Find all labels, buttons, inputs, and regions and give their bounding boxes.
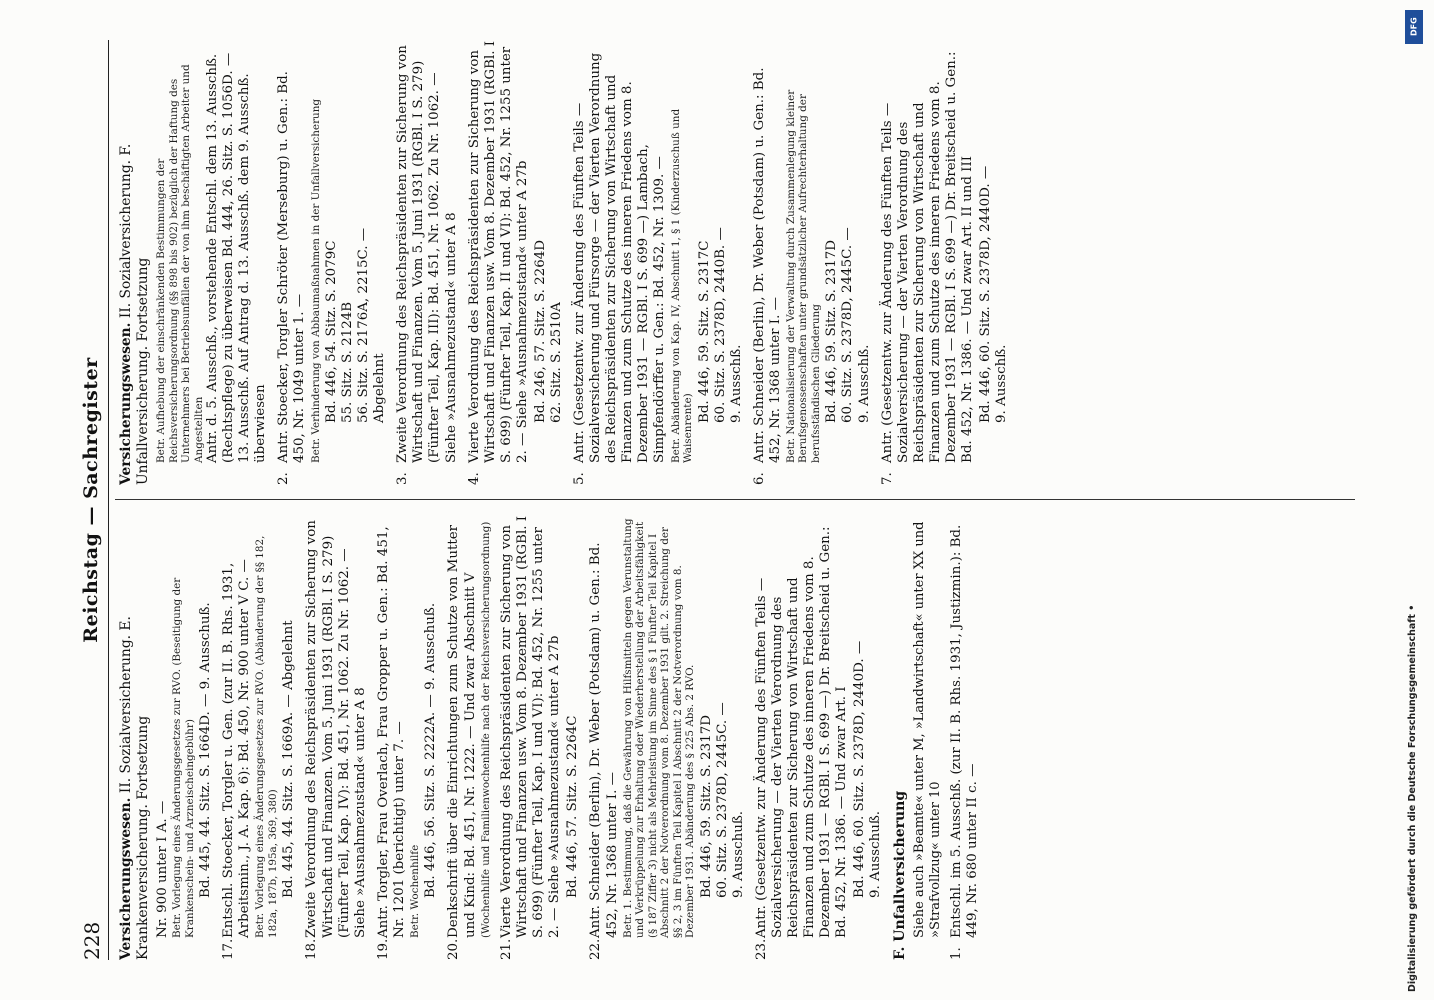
reference-line: Bd. 446, 57. Sitz. S. 2264C [565, 715, 581, 898]
index-entry [588, 515, 746, 960]
reference-line: 9. Ausschß. [994, 344, 1010, 423]
continuation-refs [198, 515, 214, 938]
entry-references [699, 515, 747, 938]
heading-subject: II. Sozialversicherung. F. Unfallversicherung. Fortsetzung [118, 143, 151, 485]
reference-line: Bd. 446, 59. Sitz. S. 2317C [696, 240, 712, 423]
running-title: Reichstag — Sachregister [80, 357, 102, 643]
see-also-note: Siehe auch »Beamte« unter M, »Landwirtschaft« unter XX und »Strafvollzug« unter 10 [912, 521, 943, 938]
right-column [118, 40, 1348, 485]
continuation-text: Antr. d. 5. Ausschß., vorstehende Entschl. dem 13. Ausschß. (Rechtspflege) zu überweisen Bd. 444, 26. Sitz. S. 1056D. — 13. Ausschß. Auf Antrag d. 13. Ausschß. dem 9. Ausschß. überwiesen [205, 52, 269, 463]
reference-line: 60. Sitz. S. 2378D, 2440B. — [712, 227, 728, 423]
running-head [78, 40, 109, 960]
entry-references [324, 40, 388, 463]
entry-number: 21. [499, 938, 515, 960]
index-entry [446, 515, 492, 960]
continuation-text: Nr. 900 unter I A. — [155, 800, 171, 938]
reference-line: 55. Sitz. S. 2124B [340, 301, 356, 423]
entry-references [824, 40, 872, 463]
entry-text: Antr. Schneider (Berlin), Dr. Weber (Potsdam) u. Gen.: Bd. 452, Nr. 1368 unter I. — [751, 67, 783, 463]
entry-note: (Wochenhilfe und Familienwochenhilfe nach der Reichsversicherungsordnung) [479, 521, 492, 938]
entry-text: Antr. Stoecker, Torgler Schröter (Merseburg) u. Gen.: Bd. 450, Nr. 1049 unter 1. — [276, 71, 308, 463]
index-entry [376, 515, 440, 960]
entry-references [697, 40, 745, 463]
reference-line: Bd. 446, 59. Sitz. S. 2317D [824, 240, 840, 423]
heading-keyword: Versicherungswesen. [118, 797, 134, 960]
entry-text: Entschl. im 5. Ausschß. (zur II. B. Rhs. 1931, Justizmin.): Bd. 449, Nr. 680 unter II c. — [949, 524, 981, 938]
reference-line: Bd. 446, 60. Sitz. S. 2378D, 2440D. — [852, 640, 868, 898]
entry-text: Vierte Verordnung des Reichspräsidenten zur Sicherung von Wirtschaft und Finanzen usw. Vom 8. Dezember 1931 (RGBl. I S. 699) (Fünfter Teil, Kap. II und VI): Bd. 452, Nr. 1255 unter 2. — Siehe »Ausnahmezustand« unter A 27b [466, 40, 530, 463]
entry-text: Entschl. Stoecker, Torgler u. Gen. (zur II. B. Rhs. 1931, Arbeitsmin., J. A. Kap. 6): Bd. 450, Nr. 900 unter V C. — [221, 559, 253, 938]
reference-line: Bd. 446, 54. Sitz. S. 2079C [323, 240, 339, 423]
index-entry [880, 40, 1011, 485]
entry-text: Denkschrift über die Einrichtungen zum Schutze von Mutter und Kind: Bd. 451, Nr. 1222. — Und zwar Abschnitt V [446, 524, 478, 938]
continuation-block [155, 515, 214, 960]
entry-number: 4. [466, 472, 482, 485]
reference-line: 60. Sitz. S. 2378D, 2445C. — [840, 227, 856, 423]
reference-line: Bd. 446, 56. Sitz. S. 2222A. — 9. Ausschuß. [423, 602, 439, 898]
entry-text: Zweite Verordnung des Reichspräsidenten zur Sicherung von Wirtschaft und Finanzen. Vom 5. Juni 1931 (RGBl. I S. 279) (Fünfter Teil, Kap. III): Bd. 451, Nr. 1062. Zu Nr. 1062. — Siehe »Ausnahmezustand« unter A 8 [395, 45, 459, 463]
right-column-heading [118, 40, 151, 485]
index-entry [499, 515, 581, 960]
entry-note: Betr. Abänderung von Kap. IV, Abschnitt 1, § 1 (Kinderzuschuß und Waisenrente) [669, 108, 695, 463]
entry-number: 20. [446, 938, 462, 960]
entry-note: Betr. Wochenhilfe [408, 844, 421, 938]
reference-line: 9. Ausschß. [728, 344, 744, 423]
left-entries [221, 515, 884, 960]
index-entry [752, 40, 873, 485]
entry-references [281, 515, 297, 938]
entry-number: 1. [949, 947, 965, 960]
entry-text: Antr. (Gesetzentw. zur Änderung des Fünften Teils — Sozialversicherung — der Vierten Verordnung des Reichspräsidenten zur Sicherung von Wirtschaft und Finanzen und zum Schutze des inneren Friedens vom 8. Dezember 1931 — RGBl. I S. 699 —) Dr. Breitscheid u. Gen.: Bd. 452, Nr. 1386. — Und zwar Art. I [753, 526, 850, 938]
section-heading-f: F. Unfallversicherung [892, 790, 909, 960]
entry-number: 7. [879, 472, 895, 485]
continuation-note: Betr. Aufhebung der einschränkenden Bestimmungen der Reichsversicherungsordnung (§§ 898 bis 902) bezüglich der Haftung des Unternehmers bei Betriebsunfällen der von ihm beschäftigten Arbeiter und Angestellten [155, 64, 205, 463]
left-column-heading [118, 515, 151, 960]
entry-number: 17. [221, 938, 237, 960]
entry-number: 19. [375, 938, 391, 960]
digitization-credit-strip [1403, 8, 1425, 992]
entry-number: 23. [753, 938, 769, 960]
entry-text: Zweite Verordnung des Reichspräsidenten zur Sicherung von Wirtschaft und Finanzen. Vom 5. Juni 1931 (RGBl. I S. 279) (Fünfter Teil, Kap. IV): Bd. 451, Nr. 1062. Zu Nr. 1062. — Siehe »Ausnahmezustand« unter A 8 [304, 520, 368, 938]
entry-number: 22. [588, 938, 604, 960]
index-entry [949, 515, 981, 960]
index-entry [467, 40, 565, 485]
entry-text: Antr. Torgler, Frau Overlach, Frau Gropper u. Gen.: Bd. 451, Nr. 1201 (berichtigt) unter 7. — [375, 526, 407, 938]
entry-note: Betr. Verhinderung von Abbaumaßnahmen in der Unfallversicherung [309, 98, 322, 463]
entry-note: Betr. Nationalisierung der Verwaltung durch Zusammenlegung kleiner Berufsgenossenschaften unter grundsätzlicher Aufrechterhaltung der berufsständischen Gliederung [784, 89, 822, 463]
entry-number: 5. [572, 472, 588, 485]
entry-text: Antr. (Gesetzentw. zur Änderung des Fünften Teils — Sozialversicherung und Fürsorge — der Vierten Verordnung des Reichspräsidenten zur Sicherung von Wirtschaft und Finanzen und zum Schutze des inneren Friedens vom 8. Dezember 1931 — RGBl. I S. 699 —) Lambach, Simpfendörffer u. Gen.: Bd. 452, Nr. 1309. — [572, 52, 668, 463]
reference-line: Bd. 446, 59. Sitz. S. 2317D [698, 715, 714, 898]
right-entries [276, 40, 1010, 485]
index-entry [754, 515, 885, 960]
heading-subject: II. Sozialversicherung. E. Krankenversicherung. Fortsetzung [118, 616, 151, 960]
entry-note: Betr. 1. Bestimmung, daß die Gewährung von Hilfsmitteln gegen Verunstaltung und Verkrüppelung zur Erhaltung oder Wiederherstellung der Arbeitsfähigkeit (§ 187 Ziffer 3) nicht als Mehrleistung im Sinne des § 1 Fünfter Teil Kapitel I Abschnitt 2 der Notverordnung vom 8. Dezember 1931 gilt. 2. Streichung der §§ 2, 3 im Fünften Teil Kapitel I Abschnitt 2 der Notverordnung vom 8. Dezember 1931. Abänderung des § 225 Abs. 2 RVO. [621, 518, 697, 938]
entry-text: Antr. (Gesetzentw. zur Änderung des Fünften Teils — Sozialversicherung — der Vierten Verordnung des Reichspräsidenten zur Sicherung von Wirtschaft und Finanzen und zum Schutze des inneren Friedens vom 8. Dezember 1931 — RGBl. I S. 699 —) Dr. Breitscheid u. Gen.: Bd. 452, Nr. 1386. — Und zwar Art. II und III [879, 51, 975, 463]
reference-line: Abgelehnt [372, 353, 388, 423]
index-entry [221, 515, 297, 960]
reference-line: 9. Ausschß. [856, 344, 872, 423]
entry-number: 2. [276, 472, 292, 485]
reference-line: Bd. 445, 44. Sitz. S. 1669A. — Abgelehnt [281, 620, 297, 898]
digitization-credit: Digitalisierung gefördert durch die Deutsche Forschungsgemeinschaft • [1407, 604, 1418, 992]
entry-text: Antr. Schneider (Berlin), Dr. Weber (Potsdam) u. Gen.: Bd. 452, Nr. 1368 unter I. — [588, 542, 620, 938]
reference-line: Bd. 246, 57. Sitz. S. 2264D [532, 240, 548, 423]
entry-text: Vierte Verordnung des Reichspräsidenten zur Sicherung von Wirtschaft und Finanzen usw. Vom 8. Dezember 1931 (RGBl. I S. 699) (Fünfter Teil, Kap. I und VI): Bd. 452, Nr. 1255 unter 2. — Siehe »Ausnahmezustand« unter A 27b [499, 515, 563, 938]
entry-number: 18. [304, 938, 320, 960]
dfg-logo: DFG [1405, 10, 1423, 44]
entry-references [852, 515, 884, 938]
left-column [118, 515, 1348, 960]
entry-number: 3. [395, 472, 411, 485]
index-entry [276, 40, 388, 485]
reference-line: 62. Sitz. S. 2510A [549, 302, 564, 423]
continuation-note: Betr. Vorlegung eines Änderungsgesetzes zur RVO. (Beseitigung der Krankenschein- und Arzneischeingebühr) [171, 577, 196, 938]
reference-line: Bd. 445, 44. Sitz. S. 1664D. — 9. Ausschuß. [198, 602, 214, 898]
entry-references [423, 515, 439, 938]
reference-line: 56. Sitz. S. 2176A, 2215C. — [356, 227, 372, 423]
heading-keyword: Versicherungswesen. [118, 322, 134, 485]
index-entry [572, 40, 745, 485]
reference-line: 9. Ausschuß. [730, 810, 746, 898]
entry-note: Betr. Vorlegung eines Änderungsgesetzes zur RVO. (Abänderung der §§ 182, 182a, 187b, 195a, 369, 380) [254, 535, 279, 938]
reference-line: 60. Sitz. S. 2378D, 2445C. — [714, 702, 730, 898]
column-divider [115, 499, 1355, 500]
entry-number: 6. [751, 472, 767, 485]
reference-line: 9. Ausschuß. [868, 810, 884, 898]
index-entry [395, 40, 459, 485]
reference-line: Bd. 446, 60. Sitz. S. 2378D, 2440D. — [978, 165, 994, 423]
page-number: 228 [80, 921, 104, 960]
entry-references [533, 40, 565, 463]
entry-references [978, 40, 1010, 463]
index-entry [304, 515, 368, 960]
entry-references [565, 515, 581, 938]
continuation-block [155, 40, 269, 485]
